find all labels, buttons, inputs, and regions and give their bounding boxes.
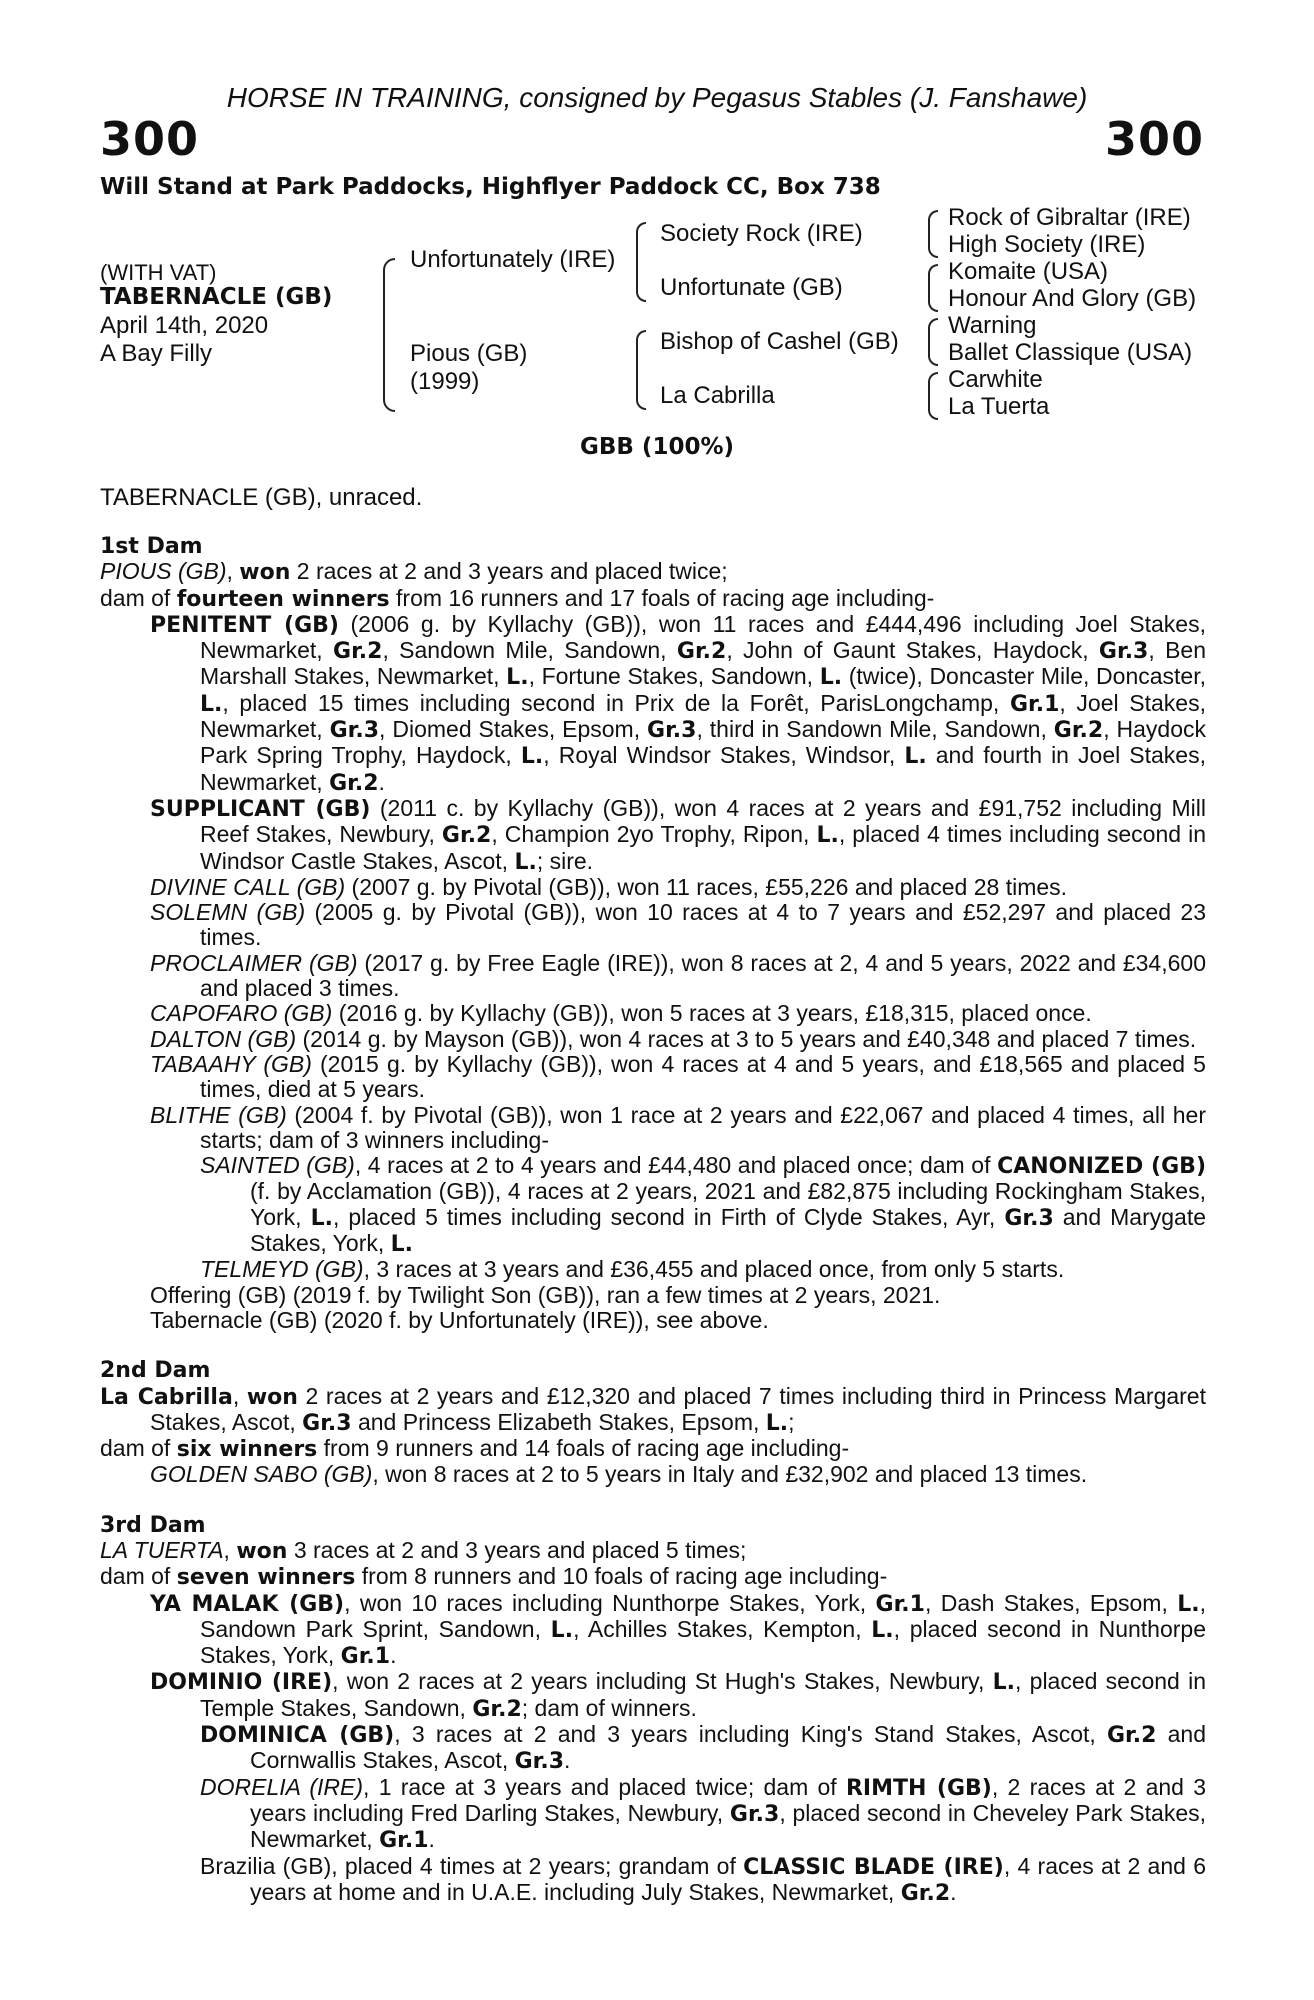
gg-brace-2 xyxy=(928,264,938,312)
lot-number-left: 300 xyxy=(100,112,200,166)
gg-2: High Society (IRE) xyxy=(948,231,1146,258)
gg-1: Rock of Gibraltar (IRE) xyxy=(948,204,1191,231)
horse-description: A Bay Filly xyxy=(100,340,213,367)
gg-brace-1 xyxy=(928,210,938,258)
gg-brace-3 xyxy=(928,318,938,366)
gg-3: Komaite (USA) xyxy=(948,258,1109,285)
dam-name: Pious (GB) xyxy=(410,340,528,367)
sire-dam: Unfortunate (GB) xyxy=(660,274,843,301)
produce-record: 1st Dam PIOUS (GB), won 2 races at 2 and 3 years and placed twice; dam of fourteen winners from 16 runners and 17 foals of racing age including- PENITENT (GB) (2006 g. by Kyllachy (GB)), won 11 races and £444,496 including Joel Stakes, Newmarket, Gr.2, Sandown Mile, Sandown, Gr.2, John of Gaunt Stakes, Haydock, Gr.3, Ben Marshall Stakes, Newmarket, L., Fortune Stakes, Sandown, L. (twice), Doncaster Mile, Doncaster, L., placed 15 times including second in Prix de la Forêt, ParisLongchamp, Gr.1, Joel Stakes, Newmarket, Gr.3, Diomed Stakes, Epsom, Gr.3, third in Sandown Mile, Sandown, Gr.2, Haydock Park Spring Trophy, Haydock, L., Royal Windsor Stakes, Windsor, L. and fourth in Joel Stakes, Newmarket, Gr.2. SUPPLICANT (GB) (2011 c. by Kyllachy (GB)), won 4 races at 2 years and £91,752 including Mill Reef Stakes, Newbury, Gr.2, Champion 2yo Trophy, Ripon, L., placed 4 times including second in Windsor Castle Stakes, Ascot, L.; sire. DIVINE CALL (GB) (2007 g. by Pivotal (GB)), won 11 races, £55,226 and placed 28 times. SOLEMN (GB) (2005 g. by Pivotal (GB)), won 10 races at 4 to 7 years and £52,297 and placed 23 times. PROCLAIMER (GB) (2017 g. by Free Eagle (IRE)), won 8 races at 2, 4 and 5 years, 2022 and £34,600 and placed 3 times. CAPOFARO (GB) (2016 g. by Kyllachy (GB)), won 5 races at 3 years, £18,315, placed once. DALTON (GB) (2014 g. by Mayson (GB)), won 4 races at 3 to 5 years and £40,348 and placed 7 times. TABAAHY (GB) (2015 g. by Kyllachy (GB)), won 4 races at 4 and 5 years, and £18,565 and placed 5 times, died at 5 years. BLITHE (GB) (2004 f. by Pivotal (GB)), won 1 race at 2 years and £22,067 and placed 4 times, all her starts; dam of 3 winners including- SAINTED (GB), 4 races at 2 to 4 years and £44,480 and placed once; dam of CANONIZED (GB) (f. by Acclamation (GB)), 4 races at 2 years, 2021 and £82,875 including Rockingham Stakes, York, L., placed 5 times including second in Firth of Clyde Stakes, Ayr, Gr.3 and Marygate Stakes, York, L. TELMEYD (GB), 3 races at 3 years and £36,455 and placed once, from only 5 starts. Offering (GB) (2019 f. by Twilight Son (GB)), ran a few times at 2 years, 2021. Tabernacle (GB) (2020 f. by Unfortunately (IRE)), see above. 2nd Dam La Cabrilla, won 2 races at 2 years and £12,320 and placed 7 times including third in Princess Margaret Stakes, Ascot, Gr.3 and Princess Elizabeth Stakes, Epsom, L.; dam of six winners from 9 runners and 14 foals of racing age including- GOLDEN SABO (GB), won 8 races at 2 to 5 years in Italy and £32,902 and placed 13 times. 3rd Dam LA TUERTA, won 3 races at 2 and 3 years and placed 5 times; dam of seven winners from 8 runners and 10 foals of racing age including- YA MALAK (GB), won 10 races including Nunthorpe Stakes, York, Gr.1, Dash Stakes, Epsom, L., Sandown Park Sprint, Sandown, L., Achilles Stakes, Kempton, L., placed second in Nunthorpe Stakes, York, Gr.1. DOMINIO (IRE), won 2 races at 2 years including St Hugh's Stakes, Newbury, L., placed second in Temple Stakes, Sandown, Gr.2; dam of winners. DOMINICA (GB), 3 races at 2 and 3 years including King's Stand Stakes, Ascot, Gr.2 and Cornwallis Stakes, Ascot, Gr.3. DORELIA (IRE), 1 race at 3 years and placed twice; dam of RIMTH (GB), 2 races at 2 and 3 years including Fred Darling Stakes, Newbury, Gr.3, placed second in Cheveley Park Stakes, Newmarket, Gr.1. Brazilia (GB), placed 4 times at 2 years; grandam of CLASSIC BLADE (IRE), 4 races at 2 and 6 years at home and in U.A.E. including July Stakes, Newmarket, Gr.2. xyxy=(100,534,1207,1906)
race-record: TABERNACLE (GB), unraced. xyxy=(100,484,423,511)
gg-brace-4 xyxy=(928,372,938,420)
stand-location: Will Stand at Park Paddocks, Highflyer Paddock CC, Box 738 xyxy=(100,174,881,200)
gg-6: Ballet Classique (USA) xyxy=(948,339,1193,366)
gg-4: Honour And Glory (GB) xyxy=(948,285,1197,312)
gg-5: Warning xyxy=(948,312,1037,339)
sire-brace xyxy=(636,222,646,302)
horse-name: TABERNACLE (GB) xyxy=(100,284,333,310)
gg-7: Carwhite xyxy=(948,366,1043,393)
dam-sire: Bishop of Cashel (GB) xyxy=(660,328,899,355)
foaling-date: April 14th, 2020 xyxy=(100,312,269,339)
dam-year: (1999) xyxy=(410,368,480,395)
sire-sire: Society Rock (IRE) xyxy=(660,220,863,247)
consignment-header: HORSE IN TRAINING, consigned by Pegasus Stables (J. Fanshawe) xyxy=(226,82,1088,113)
lot-number-right: 300 xyxy=(1104,112,1204,166)
pedigree-brace xyxy=(383,258,395,412)
sire-name: Unfortunately (IRE) xyxy=(410,246,616,273)
gbb-rating: GBB (100%) xyxy=(579,434,735,460)
gg-8: La Tuerta xyxy=(948,393,1050,420)
dam-dam: La Cabrilla xyxy=(660,382,775,409)
dam-brace xyxy=(636,330,646,410)
vat-note: (WITH VAT) xyxy=(100,260,217,285)
